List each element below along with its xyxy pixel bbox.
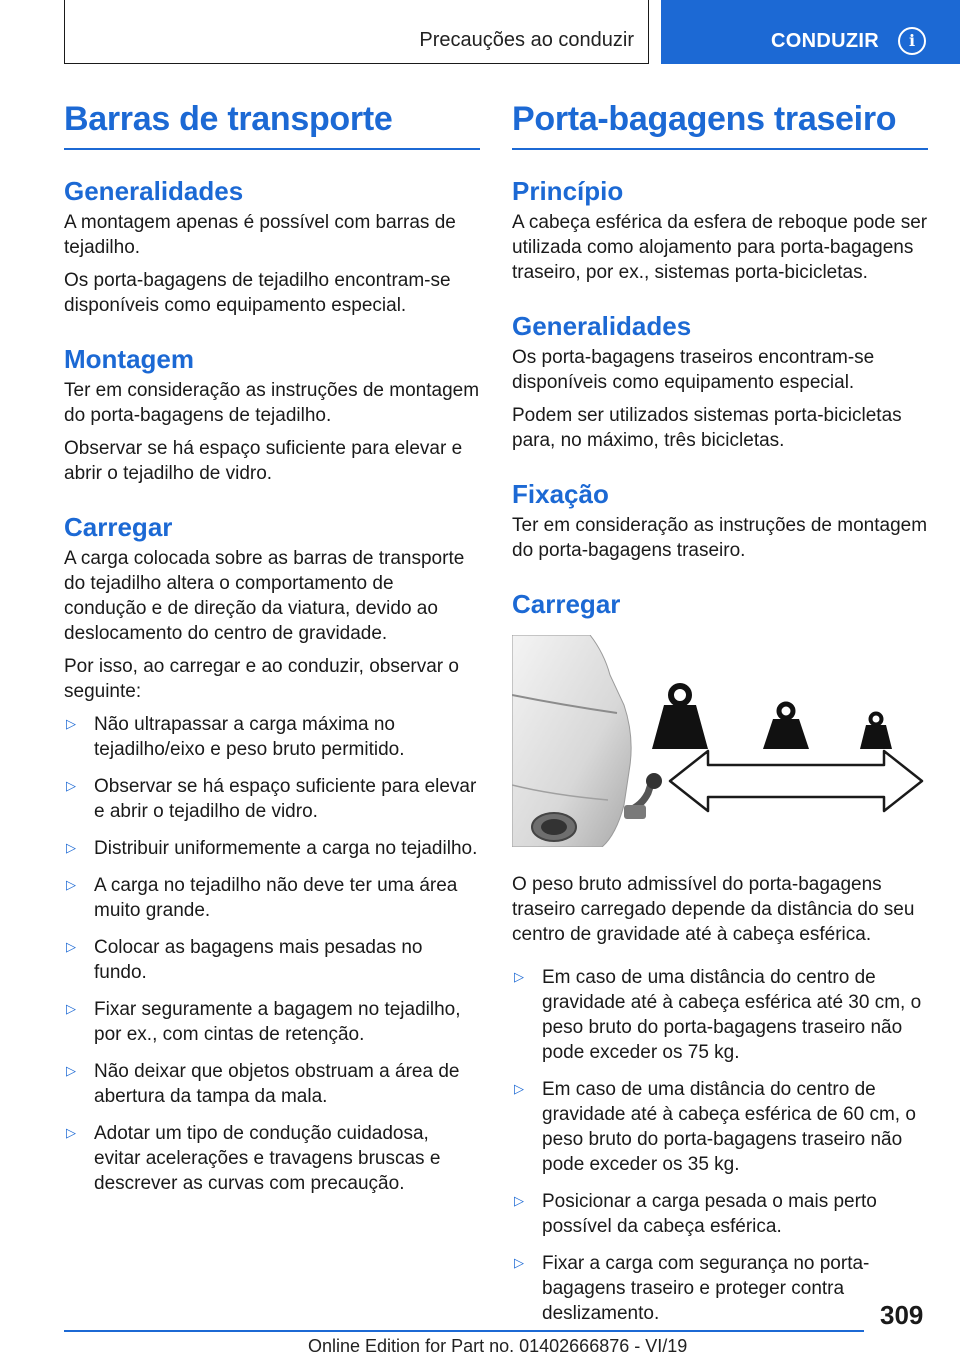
paragraph: Os porta-bagagens traseiros encontram-se disponíveis como equipamento especial. xyxy=(512,347,875,393)
list-item: ▷ Distribuir uniformemente a carga no tejadilho. xyxy=(66,838,478,859)
bullet-triangle-icon: ▷ xyxy=(66,779,76,794)
rear-carrier-instructions-list xyxy=(512,965,928,1326)
paragraph: Por isso, ao carregar e ao conduzir, observar o seguinte: xyxy=(64,656,459,702)
list-item: ▷ Não ultrapassar a carga máxima no tejadilho/eixo e peso bruto permitido. xyxy=(66,714,405,760)
paragraph: A cabeça esférica da esfera de reboque pode ser utilizada como alojamento para porta-bagagens traseiro, por ex., sistemas porta-bicicletas. xyxy=(512,212,928,283)
title-rear-carrier: Porta-bagagens traseiro xyxy=(512,100,928,150)
right-column xyxy=(512,100,928,1338)
bullet-triangle-icon: ▷ xyxy=(66,1002,76,1017)
section-title: CONDUZIR xyxy=(771,30,879,52)
footer-divider xyxy=(64,1330,864,1332)
loading-instructions-list xyxy=(64,712,480,1196)
list-item: ▷ Em caso de uma distância do centro de gravidade até à cabeça esférica de 60 cm, o peso bruto do porta-bagagens traseiro não pode exceder os 35 kg. xyxy=(514,1079,916,1175)
bullet-triangle-icon: ▷ xyxy=(66,940,76,955)
bullet-triangle-icon: ▷ xyxy=(66,1126,76,1141)
footer-edition: Online Edition for Part no. 01402666876 - VI/19 xyxy=(308,1336,688,1356)
title-roof-bars: Barras de transporte xyxy=(64,100,480,150)
list-item: ▷ Colocar as bagagens mais pesadas no fundo. xyxy=(66,937,423,983)
section-tab[interactable] xyxy=(661,0,960,64)
bullet-triangle-icon: ▷ xyxy=(66,1064,76,1079)
bullet-triangle-icon: ▷ xyxy=(66,878,76,893)
bullet-triangle-icon: ▷ xyxy=(514,1256,524,1271)
list-item: ▷ Em caso de uma distância do centro de gravidade até à cabeça esférica até 30 cm, o peso bruto do porta-bagagens traseiro não pode exceder os 75 kg. xyxy=(514,967,922,1063)
list-item: ▷ Adotar um tipo de condução cuidadosa, evitar acelerações e travagens bruscas e descrever as curvas com precaução. xyxy=(66,1123,441,1194)
bullet-triangle-icon: ▷ xyxy=(66,841,76,856)
heading-principle: Princípio xyxy=(512,176,624,206)
paragraph: Podem ser utilizados sistemas porta-bicicletas para, no máximo, três bicicletas. xyxy=(512,405,902,451)
left-column xyxy=(64,100,480,1208)
chapter-tab[interactable] xyxy=(64,0,649,64)
list-item: ▷ A carga no tejadilho não deve ter uma área muito grande. xyxy=(66,875,458,921)
list-item: ▷ Posicionar a carga pesada o mais perto possível da cabeça esférica. xyxy=(514,1191,877,1237)
list-item: ▷ Observar se há espaço suficiente para elevar e abrir o tejadilho de vidro. xyxy=(66,776,477,822)
heading-fixing: Fixação xyxy=(512,479,609,509)
paragraph: A carga colocada sobre as barras de transporte do tejadilho altera o comportamento de condução e de direção da viatura, devido ao deslocamento do centro de gravidade. xyxy=(64,548,465,644)
tow-ball-load-illustration xyxy=(512,635,928,847)
heading-loading: Carregar xyxy=(512,589,621,619)
paragraph: A montagem apenas é possível com barras de tejadilho. xyxy=(64,212,456,258)
heading-mounting: Montagem xyxy=(64,344,194,374)
list-item: ▷ Não deixar que objetos obstruam a área de abertura da tampa da mala. xyxy=(66,1061,460,1107)
page-number: 309 xyxy=(880,1300,924,1330)
bullet-triangle-icon: ▷ xyxy=(66,717,76,732)
list-item: ▷ Fixar seguramente a bagagem no tejadilho, por ex., com cintas de retenção. xyxy=(66,999,461,1045)
bullet-triangle-icon: ▷ xyxy=(514,1194,524,1209)
bullet-triangle-icon: ▷ xyxy=(514,970,524,985)
paragraph: O peso bruto admissível do porta-bagagens traseiro carregado depende da distância do seu centro de gravidade até à cabeça esférica. xyxy=(512,874,915,945)
heading-loading: Carregar xyxy=(64,512,173,542)
tow-ball xyxy=(646,773,662,789)
chapter-title: Precauções ao conduzir xyxy=(419,29,634,51)
heading-general: Generalidades xyxy=(512,311,692,341)
paragraph: Ter em consideração as instruções de montagem do porta-bagagens traseiro. xyxy=(512,515,928,561)
info-icon[interactable]: i xyxy=(898,27,926,55)
list-item: ▷ Fixar a carga com segurança no porta-bagagens traseiro e proteger contra deslizamento. xyxy=(514,1253,870,1324)
paragraph: Os porta-bagagens de tejadilho encontram-se disponíveis como equipamento especial. xyxy=(64,270,451,316)
heading-general: Generalidades xyxy=(64,176,244,206)
bullet-triangle-icon: ▷ xyxy=(514,1082,524,1097)
paragraph: Ter em consideração as instruções de montagem do porta-bagagens de tejadilho. xyxy=(64,380,480,426)
paragraph: Observar se há espaço suficiente para elevar e abrir o tejadilho de vidro. xyxy=(64,438,463,484)
